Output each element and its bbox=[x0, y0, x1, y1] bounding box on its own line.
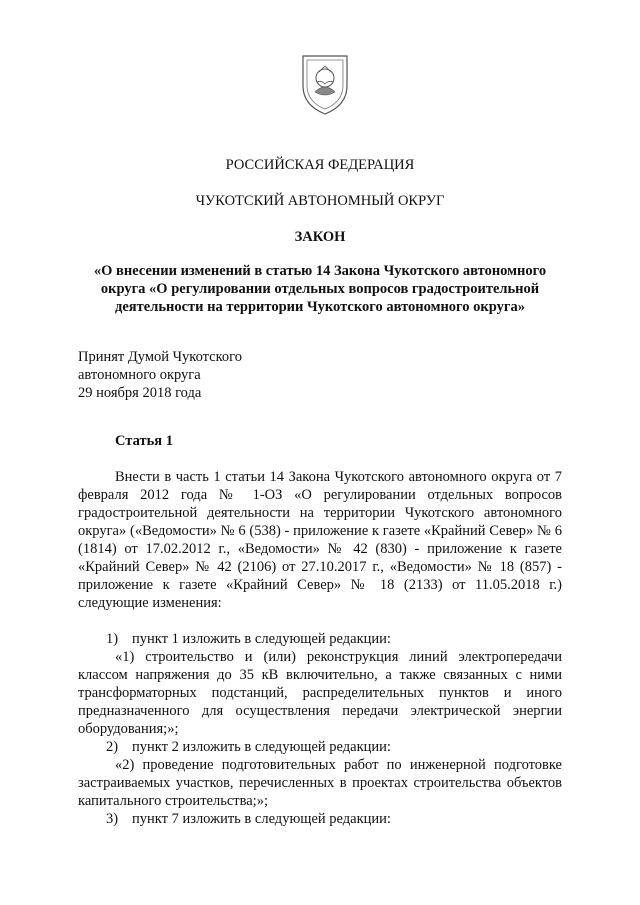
item-label: пункт 2 изложить в следующей редакции: bbox=[132, 739, 391, 755]
adoption-block bbox=[78, 348, 242, 402]
item-number: 1) bbox=[106, 631, 119, 647]
list-item bbox=[78, 810, 562, 828]
adoption-line: автономного округа bbox=[78, 367, 201, 383]
article-intro bbox=[78, 468, 562, 612]
list-item bbox=[78, 630, 562, 648]
adoption-line: Принят Думой Чукотского bbox=[78, 349, 243, 365]
item-text: «1) строительство и (или) реконструкция линий электропередачи классом напряжения до 35 кВ включительно, а также связанных с ними трансформаторных подстанций, распределительных пунктов и иного предназначенного для осуществления передачи электрической энергии оборудования;»; bbox=[78, 649, 562, 737]
item-text: «2) проведение подготовительных работ по инженерной подготовке застраиваемых участков, перечисленных в проектах строительства объектов капитального строительства;»; bbox=[78, 757, 562, 809]
item-label: пункт 7 изложить в следующей редакции: bbox=[132, 811, 391, 827]
list-item bbox=[78, 738, 562, 756]
coat-of-arms-icon bbox=[297, 52, 353, 116]
header-region: ЧУКОТСКИЙ АВТОНОМНЫЙ ОКРУГ bbox=[195, 193, 445, 209]
adoption-date: 29 ноября 2018 года bbox=[78, 385, 202, 401]
item-label: пункт 1 изложить в следующей редакции: bbox=[132, 631, 391, 647]
article-heading: Статья 1 bbox=[115, 433, 173, 449]
intro-paragraph: Внести в часть 1 статьи 14 Закона Чукотского автономного округа от 7 февраля 2012 года № 1-ОЗ «О регулировании отдельных вопросов градостроительной деятельности на территории Чукотского автономного округа» («Ведомости» № 6 (538) - приложение к газете «Крайний Север» № 6 (1814) от 17.02.2012 г., «Ведомости» № 42 (830) - приложение к газете «Крайний Север» № 42 (2106) от 27.10.2017 г., «Ведомости» № 18 (857) - приложение к газете «Крайний Север» № 18 (2133) от 11.05.2018 г.) следующие изменения: bbox=[78, 469, 562, 611]
item-number: 3) bbox=[106, 811, 119, 827]
item-number: 2) bbox=[106, 739, 119, 755]
document-title: «О внесении изменений в статью 14 Закона Чукотского автономного округа «О регулировании отдельных вопросов градостроительной деятельности на территории Чукотского автономного округа» bbox=[93, 263, 547, 315]
header-country: РОССИЙСКАЯ ФЕДЕРАЦИЯ bbox=[225, 157, 415, 173]
document-type: ЗАКОН bbox=[294, 229, 346, 245]
amendment-list bbox=[78, 630, 562, 828]
